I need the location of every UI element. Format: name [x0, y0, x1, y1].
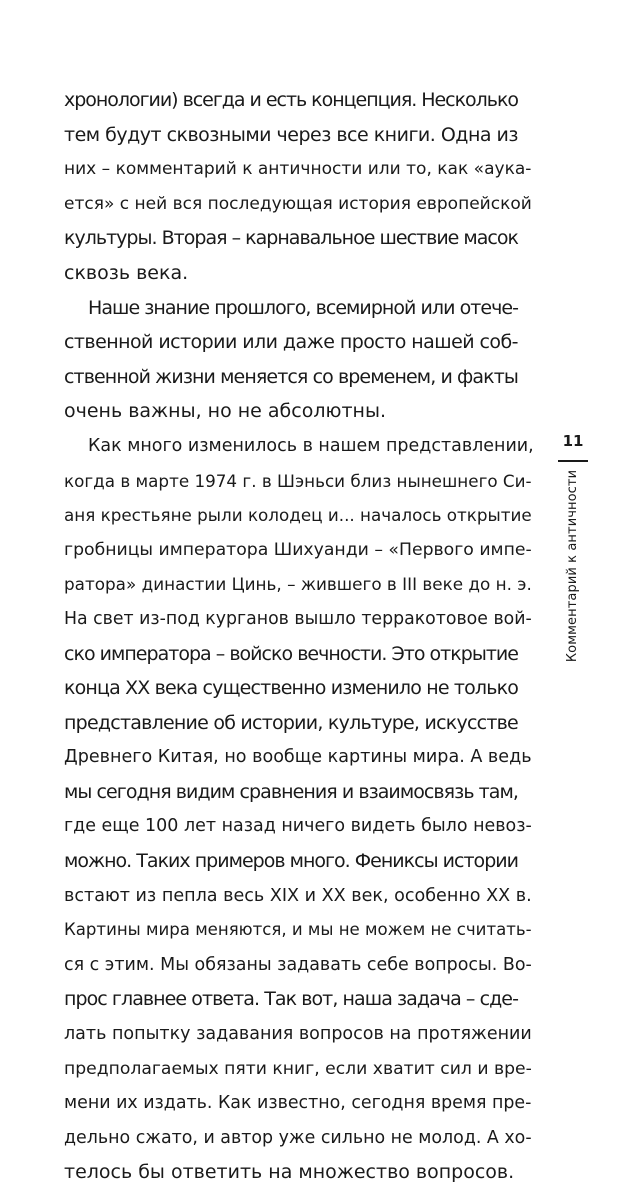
- text-line: Древнего Китая, но вообще картины мира. А ведь: [64, 747, 532, 768]
- text-line: ско императора – войско вечности. Это открытие: [64, 642, 518, 665]
- text-line: Картины мира меняются, и мы не можем не считать-: [64, 920, 532, 940]
- text-line: сквозь века.: [64, 261, 189, 284]
- text-line: очень важны, но не абсолютны.: [64, 400, 386, 423]
- paragraph-2: [64, 291, 518, 429]
- text-line: хронологии) всегда и есть концепция. Несколько: [64, 89, 518, 111]
- text-line: когда в марте 1974 г. в Шэньси близ нынешнего Си-: [64, 470, 532, 491]
- text-line: лать попытку задавания вопросов на протяжении: [64, 1024, 532, 1045]
- text-line: тем будут сквозными через все книги. Одна из: [64, 123, 518, 146]
- text-line: ется» с ней вся последующая история европейской: [64, 193, 532, 214]
- text-line: ственной жизни меняется со временем, и факты: [64, 365, 518, 388]
- text-line: ственной истории или даже просто нашей соб-: [64, 331, 518, 354]
- text-line: предполагаемых пяти книг, если хватит сил и вре-: [64, 1058, 532, 1079]
- text-line: На свет из-под курганов вышло терракотовое вой-: [64, 608, 532, 629]
- text-line: дельно сжато, и автор уже сильно не молод. А хо-: [64, 1127, 532, 1148]
- text-line: культуры. Вторая – карнавальное шествие масок: [64, 227, 518, 250]
- running-head: Комментарий к античности: [565, 469, 580, 663]
- text-line: ратора» династии Цинь, – жившего в III веке до н. э.: [64, 574, 532, 595]
- page-body: [64, 83, 534, 1190]
- paragraph-3: [64, 429, 534, 1190]
- text-line: ся с этим. Мы обязаны задавать себе вопросы. Во-: [64, 954, 532, 975]
- page-number: 11: [562, 432, 584, 450]
- text-line: гробницы императора Шихуанди – «Первого импе-: [64, 539, 532, 560]
- text-line: где еще 100 лет назад ничего видеть было невоз-: [64, 816, 532, 837]
- text-line: Как много изменилось в нашем представлении,: [88, 435, 534, 456]
- text-line: телось бы ответить на множество вопросов.: [64, 1161, 515, 1184]
- text-line: мени их издать. Как известно, сегодня время пре-: [64, 1093, 532, 1114]
- text-line: прос главнее ответа. Так вот, наша задача – сде-: [64, 988, 518, 1011]
- text-line: можно. Таких примеров много. Фениксы истории: [64, 850, 518, 873]
- text-line: встают из пепла весь XIX и XX век, особенно XX в.: [64, 885, 532, 906]
- text-line: представление об истории, культуре, искусстве: [64, 711, 518, 734]
- text-line: мы сегодня видим сравнения и взаимосвязь там,: [64, 780, 518, 803]
- text-line: конца XX века существенно изменило не только: [64, 677, 518, 700]
- paragraph-1: [64, 83, 532, 291]
- folio-rule: [558, 460, 588, 462]
- text-line: них – комментарий к античности или то, как «аука-: [64, 159, 532, 180]
- text-line: аня крестьяне рыли колодец и... началось открытие: [64, 505, 532, 526]
- text-line: Наше знание прошлого, всемирной или отече-: [88, 296, 518, 319]
